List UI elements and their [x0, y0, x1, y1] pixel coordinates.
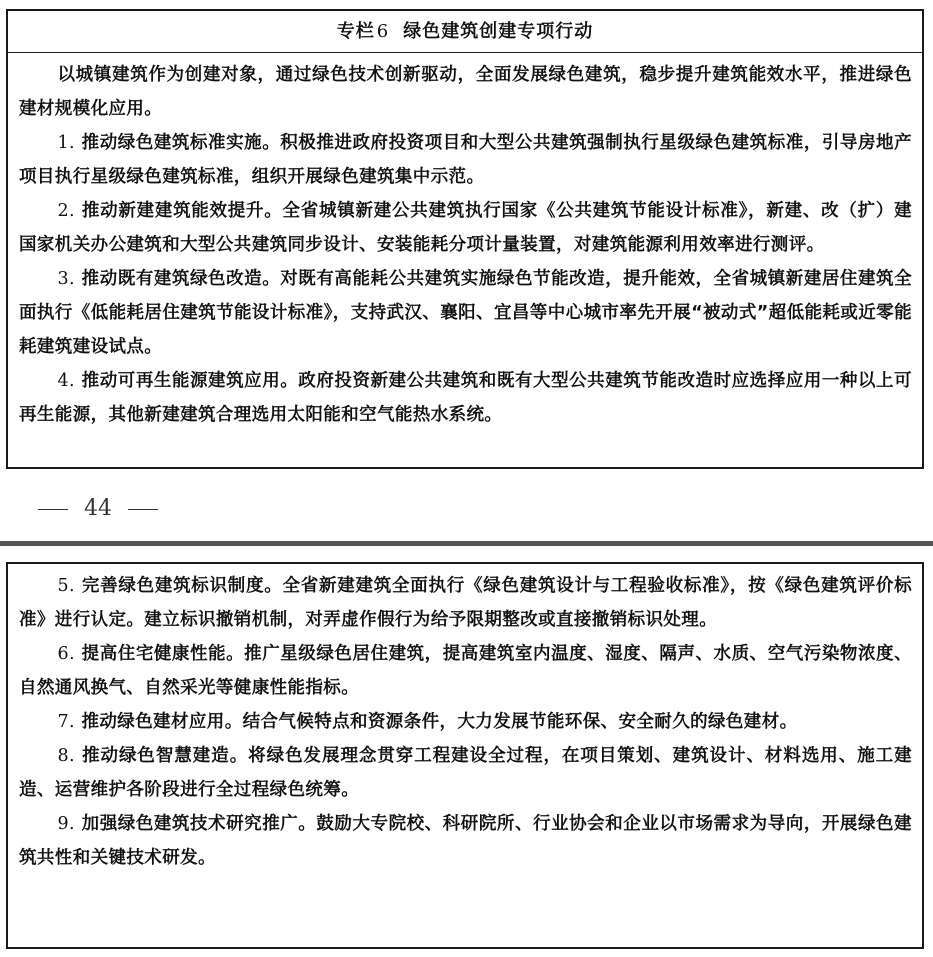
- box-top-content: [8, 53, 922, 432]
- box-title-text: 绿色建筑创建专项行动: [403, 21, 594, 42]
- page-number-dash-left: [38, 509, 68, 510]
- item-8-text: 推动绿色智慧建造。将绿色发展理念贯穿工程建设全过程，在项目策划、建筑设计、材料选用、施工建造、运营维护各阶段进行全过程绿色统筹。: [19, 746, 913, 800]
- item-2: [19, 194, 912, 262]
- item-9-text: 加强绿色建筑技术研究推广。鼓励大专院校、科研院所、行业协会和企业以市场需求为导向，开展绿色建筑共性和关键技术研发。: [19, 814, 912, 868]
- box-title: [8, 11, 922, 53]
- box-title-prefix: 专栏: [336, 21, 375, 42]
- box-bottom-content: [8, 564, 922, 875]
- page-separator: [0, 541, 933, 546]
- item-2-text: 推动新建建筑能效提升。全省城镇新建公共建筑执行国家《公共建筑节能设计标准》，新建、改（扩）建国家机关办公建筑和大型公共建筑同步设计、安装能耗分项计量装置，对建筑能源利用效率进行测评。: [19, 201, 912, 255]
- item-7-number: 7.: [57, 712, 75, 732]
- item-7: [19, 705, 912, 739]
- item-6: [19, 637, 912, 705]
- item-9-number: 9.: [57, 814, 75, 834]
- item-4-number: 4.: [57, 371, 75, 391]
- item-4: [19, 364, 912, 432]
- item-8: [19, 739, 912, 807]
- item-7-text: 推动绿色建材应用。结合气候特点和资源条件，大力发展节能环保、安全耐久的绿色建材。: [81, 712, 798, 732]
- intro-paragraph: 以城镇建筑作为创建对象，通过绿色技术创新驱动，全面发展绿色建筑，稳步提升建筑能效水平，推进绿色建材规模化应用。: [19, 65, 912, 119]
- item-3: [19, 262, 912, 364]
- item-8-number: 8.: [57, 746, 75, 766]
- item-1-number: 1.: [57, 133, 75, 153]
- item-6-number: 6.: [57, 644, 75, 664]
- item-1-text: 推动绿色建筑标准实施。积极推进政府投资项目和大型公共建筑强制执行星级绿色建筑标准，引导房地产项目执行星级绿色建筑标准，组织开展绿色建筑集中示范。: [19, 133, 912, 187]
- page-number: [38, 494, 158, 524]
- item-5-number: 5.: [57, 576, 75, 596]
- feature-box-bottom: [6, 562, 924, 949]
- item-3-number: 3.: [57, 269, 75, 289]
- page-number-value: 44: [84, 496, 112, 521]
- item-4-text: 推动可再生能源建筑应用。政府投资新建公共建筑和既有大型公共建筑节能改造时应选择应用一种以上可再生能源，其他新建建筑合理选用太阳能和空气能热水系统。: [19, 371, 912, 425]
- item-5-text: 完善绿色建筑标识制度。全省新建建筑全面执行《绿色建筑设计与工程验收标准》，按《绿色建筑评价标准》进行认定。建立标识撤销机制，对弄虚作假行为给予限期整改或直接撤销标识处理。: [19, 576, 912, 630]
- item-6-text: 提高住宅健康性能。推广星级绿色居住建筑，提高建筑室内温度、湿度、隔声、水质、空气污染物浓度、自然通风换气、自然采光等健康性能指标。: [19, 644, 912, 698]
- feature-box-top: [6, 9, 924, 469]
- box-title-number: 6: [376, 21, 390, 42]
- item-1: [19, 126, 912, 194]
- item-5: [19, 569, 912, 637]
- item-9: [19, 807, 912, 875]
- item-3-text: 推动既有建筑绿色改造。对既有高能耗公共建筑实施绿色节能改造，提升能效，全省城镇新建居住建筑全面执行《低能耗居住建筑节能设计标准》，支持武汉、襄阳、宜昌等中心城市率先开展“被动式”超低能耗或近零能耗建筑建设试点。: [19, 269, 912, 357]
- item-2-number: 2.: [57, 201, 75, 221]
- page-number-dash-right: [128, 509, 158, 510]
